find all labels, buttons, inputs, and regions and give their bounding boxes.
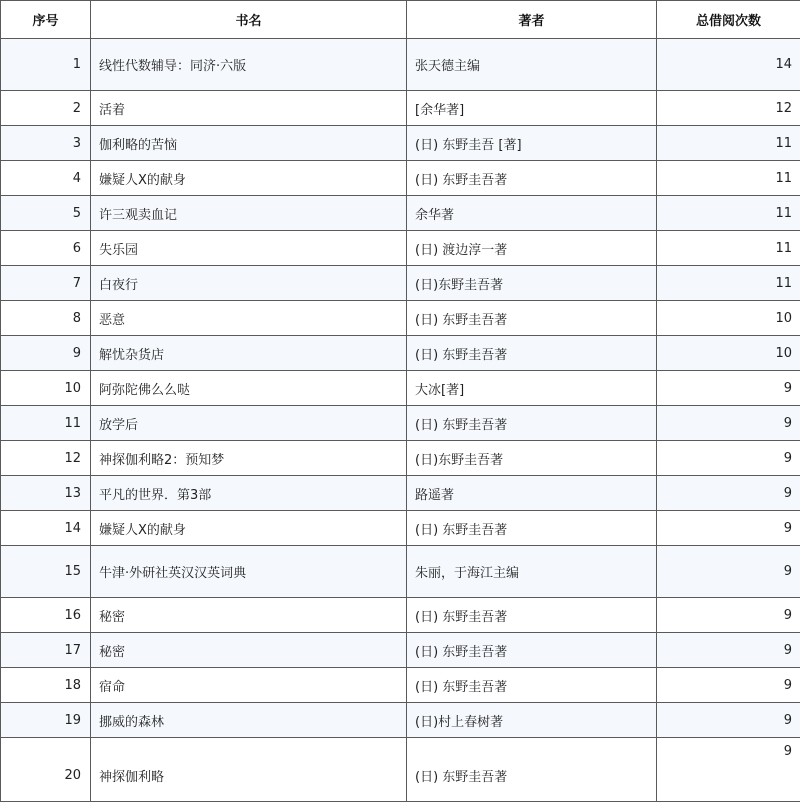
table-row [1, 91, 800, 126]
row-author: 余华著 [407, 196, 657, 231]
row-index: 19 [1, 703, 91, 738]
row-count: 14 [657, 39, 800, 91]
table-row [1, 546, 800, 598]
table-row [1, 738, 800, 802]
table-header [1, 1, 800, 39]
row-count: 9 [657, 371, 800, 406]
row-title: 宿命 [91, 668, 407, 703]
header-row [1, 1, 800, 39]
row-count: 11 [657, 231, 800, 266]
row-index: 16 [1, 598, 91, 633]
table-row [1, 511, 800, 546]
row-author: (日) 东野圭吾著 [407, 406, 657, 441]
row-title: 阿弥陀佛么么哒 [91, 371, 407, 406]
table-row [1, 668, 800, 703]
row-count: 11 [657, 161, 800, 196]
row-title: 放学后 [91, 406, 407, 441]
row-title: 恶意 [91, 301, 407, 336]
table-row [1, 703, 800, 738]
table-body [1, 39, 800, 802]
row-count: 9 [657, 406, 800, 441]
header-title: 书名 [91, 1, 407, 39]
row-count: 9 [657, 738, 800, 802]
row-title: 牛津·外研社英汉汉英词典 [91, 546, 407, 598]
row-count: 9 [657, 668, 800, 703]
row-author: (日) 东野圭吾著 [407, 161, 657, 196]
row-author: (日) 东野圭吾著 [407, 598, 657, 633]
row-title: 活着 [91, 91, 407, 126]
row-title: 挪威的森林 [91, 703, 407, 738]
row-index: 13 [1, 476, 91, 511]
row-title: 平凡的世界．第3部 [91, 476, 407, 511]
row-title: 神探伽利略2：预知梦 [91, 441, 407, 476]
table-row [1, 476, 800, 511]
row-author: (日)东野圭吾著 [407, 441, 657, 476]
header-index: 序号 [1, 1, 91, 39]
row-author: (日) 东野圭吾著 [407, 738, 657, 802]
row-author: 张天德主编 [407, 39, 657, 91]
row-title: 线性代数辅导：同济·六版 [91, 39, 407, 91]
table-row [1, 266, 800, 301]
row-author: (日) 东野圭吾著 [407, 668, 657, 703]
row-count: 9 [657, 441, 800, 476]
row-author: 大冰[著] [407, 371, 657, 406]
row-index: 1 [1, 39, 91, 91]
row-author: 朱丽，于海江主编 [407, 546, 657, 598]
row-count: 9 [657, 476, 800, 511]
row-count: 11 [657, 196, 800, 231]
row-index: 9 [1, 336, 91, 371]
header-count: 总借阅次数 [657, 1, 800, 39]
row-author: (日)东野圭吾著 [407, 266, 657, 301]
row-index: 6 [1, 231, 91, 266]
row-count: 9 [657, 703, 800, 738]
row-count: 9 [657, 511, 800, 546]
row-title: 秘密 [91, 598, 407, 633]
row-count: 9 [657, 633, 800, 668]
row-index: 4 [1, 161, 91, 196]
row-author: [余华著] [407, 91, 657, 126]
row-title: 秘密 [91, 633, 407, 668]
row-author: (日) 东野圭吾著 [407, 511, 657, 546]
row-index: 14 [1, 511, 91, 546]
row-author: (日) 渡边淳一著 [407, 231, 657, 266]
row-count: 10 [657, 336, 800, 371]
row-count: 9 [657, 598, 800, 633]
row-title: 嫌疑人X的献身 [91, 161, 407, 196]
row-author: (日) 东野圭吾 [著] [407, 126, 657, 161]
row-title: 白夜行 [91, 266, 407, 301]
row-index: 17 [1, 633, 91, 668]
row-count: 12 [657, 91, 800, 126]
table-row [1, 231, 800, 266]
row-count: 11 [657, 126, 800, 161]
row-title: 神探伽利略 [91, 738, 407, 802]
row-title: 伽利略的苦恼 [91, 126, 407, 161]
row-index: 20 [1, 738, 91, 802]
row-index: 8 [1, 301, 91, 336]
table-row [1, 126, 800, 161]
table-row [1, 598, 800, 633]
row-author: (日)村上春树著 [407, 703, 657, 738]
table-row [1, 196, 800, 231]
row-index: 18 [1, 668, 91, 703]
row-index: 7 [1, 266, 91, 301]
row-count: 11 [657, 266, 800, 301]
row-index: 3 [1, 126, 91, 161]
row-author: (日) 东野圭吾著 [407, 336, 657, 371]
table-row [1, 161, 800, 196]
header-author: 著者 [407, 1, 657, 39]
row-count: 10 [657, 301, 800, 336]
row-title: 嫌疑人X的献身 [91, 511, 407, 546]
row-author: (日) 东野圭吾著 [407, 633, 657, 668]
table-row [1, 441, 800, 476]
table-row [1, 301, 800, 336]
row-index: 2 [1, 91, 91, 126]
table-row [1, 633, 800, 668]
row-title: 失乐园 [91, 231, 407, 266]
row-author: (日) 东野圭吾著 [407, 301, 657, 336]
row-index: 10 [1, 371, 91, 406]
table-row [1, 336, 800, 371]
row-title: 许三观卖血记 [91, 196, 407, 231]
row-index: 12 [1, 441, 91, 476]
row-index: 15 [1, 546, 91, 598]
row-author: 路遥著 [407, 476, 657, 511]
row-title: 解忧杂货店 [91, 336, 407, 371]
table-row [1, 371, 800, 406]
row-count: 9 [657, 546, 800, 598]
table-row [1, 39, 800, 91]
row-index: 5 [1, 196, 91, 231]
row-index: 11 [1, 406, 91, 441]
table-row [1, 406, 800, 441]
